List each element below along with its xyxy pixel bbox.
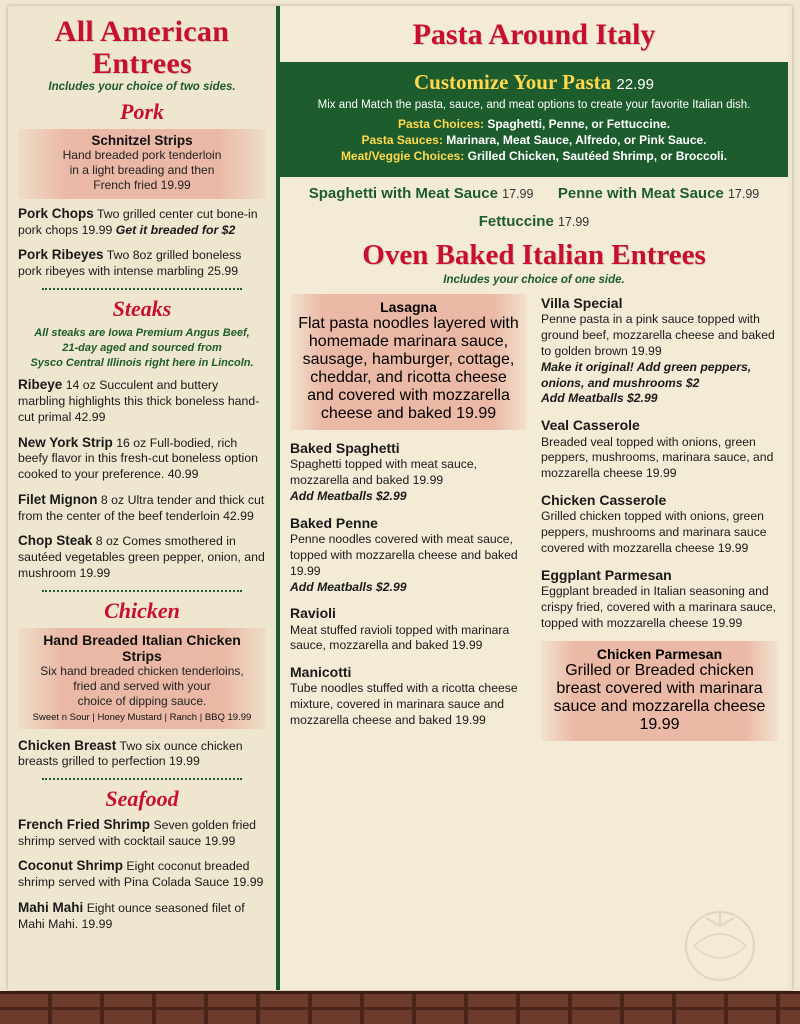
- italian-chicken-strips-desc-1: Six hand breaded chicken tenderloins,: [40, 663, 244, 678]
- villa-special-item: [541, 294, 778, 407]
- pork-chops-item: [18, 205, 266, 238]
- dipping-sauce-options: Sweet n Sour | Honey Mustard | Ranch | BBQ 19.99: [32, 711, 252, 723]
- ravioli-name: Ravioli: [290, 605, 336, 622]
- ribeye-desc: 14 oz Succulent and buttery marbling highlights this thick boneless hand-cut primal 42.99: [18, 378, 260, 424]
- menu-sheet: [8, 6, 792, 990]
- mahi-mahi-item: [18, 899, 266, 932]
- chicken-heading: Chicken: [104, 597, 180, 623]
- schnitzel-strips-name: Schnitzel Strips: [91, 133, 193, 148]
- pork-chops-desc: Two grilled center cut bone-in pork chops 19.99: [18, 207, 258, 237]
- ribeye-item: [18, 376, 266, 425]
- chicken-parmesan-item: [541, 641, 778, 741]
- pasta-sauces-line: [294, 133, 774, 147]
- baked-spaghetti-name: Baked Spaghetti: [290, 440, 400, 456]
- manicotti-item: [290, 663, 527, 729]
- all-american-column: [8, 6, 280, 990]
- italian-chicken-strips-desc-2: fried and served with your: [73, 678, 211, 693]
- schnitzel-strips-desc-3: French fried 19.99: [93, 178, 191, 192]
- mahi-mahi-name: Mahi Mahi: [18, 899, 84, 915]
- veal-casserole-desc: Breaded veal topped with onions, green peppers, mushrooms, marinara sauce, and mozzarella cheese 19.99: [541, 434, 774, 481]
- fettuccine-item: [479, 213, 589, 230]
- new-york-strip-item: [18, 434, 266, 483]
- pasta-choices-label: Pasta Choices:: [397, 117, 484, 131]
- penne-meat-sauce-price: 17.99: [727, 187, 760, 201]
- oven-baked-left-column: [290, 294, 527, 750]
- chicken-breast-name: Chicken Breast: [18, 737, 117, 753]
- manicotti-desc: Tube noodles stuffed with a ricotta cheese mixture, covered in marinara sauce and mozzarella cheese and baked 19.99: [290, 681, 518, 728]
- spaghetti-meat-sauce-name: Spaghetti with Meat Sauce: [308, 185, 498, 202]
- villa-special-desc: Penne pasta in a pink sauce topped with ground beef, mozzarella cheese and baked to golden brown 19.99: [541, 312, 775, 358]
- tomato-watermark-icon: [660, 896, 780, 986]
- pork-ribeyes-item: [18, 246, 266, 279]
- villa-special-add: Make it original! Add green peppers, onions, and mushrooms $2: [541, 359, 752, 390]
- baked-spaghetti-add: Add Meatballs $2.99: [290, 488, 407, 503]
- steaks-note: [18, 326, 266, 371]
- pasta-heading: Pasta Around Italy: [412, 18, 656, 51]
- italian-chicken-strips-desc-3: choice of dipping sauce.: [77, 693, 207, 708]
- schnitzel-strips-desc-2: in a light breading and then: [69, 163, 215, 177]
- oven-baked-items: [280, 294, 788, 750]
- french-fried-shrimp-name: French Fried Shrimp: [18, 817, 151, 833]
- pork-chops-note: Get it breaded for $2: [115, 222, 236, 237]
- pasta-combos-row-2: [280, 205, 788, 233]
- pasta-sauces-value: Marinara, Meat Sauce, Alfredo, or Pink Sauce.: [446, 133, 707, 147]
- meat-veggie-label: Meat/Veggie Choices:: [340, 149, 465, 163]
- baked-penne-add: Add Meatballs $2.99: [290, 579, 407, 594]
- chicken-parmesan-name: Chicken Parmesan: [596, 645, 723, 662]
- divider-chicken-seafood: [42, 778, 242, 780]
- customize-pasta-price: 22.99: [616, 76, 654, 93]
- new-york-strip-name: New York Strip: [18, 434, 113, 450]
- chop-steak-name: Chop Steak: [18, 533, 93, 549]
- chicken-casserole-name: Chicken Casserole: [541, 492, 667, 509]
- coconut-shrimp-desc: Eight coconut breaded shrimp served with Pina Colada Sauce 19.99: [18, 859, 264, 890]
- all-american-heading: [18, 16, 266, 79]
- filet-mignon-desc: 8 oz Ultra tender and thick cut from the center of the beef tenderloin 42.99: [18, 492, 265, 523]
- pasta-column: [280, 6, 788, 990]
- schnitzel-strips-desc-1: Hand breaded pork tenderloin: [62, 148, 222, 162]
- chop-steak-item: [18, 532, 266, 581]
- all-american-includes: Includes your choice of two sides.: [48, 81, 236, 93]
- brick-border: [0, 991, 800, 1024]
- spaghetti-meat-sauce-item: [309, 185, 534, 202]
- french-fried-shrimp-desc: Seven golden fried shrimp served with cocktail sauce 19.99: [18, 818, 257, 848]
- new-york-strip-desc: 16 oz Full-bodied, rich beefy flavor in this fresh-cut boneless option cooked to your preference. 40.99: [18, 435, 258, 482]
- lasagna-item: [290, 294, 527, 430]
- penne-meat-sauce-name: Penne with Meat Sauce: [557, 185, 724, 202]
- spaghetti-meat-sauce-price: 17.99: [502, 187, 534, 201]
- mahi-mahi-desc: Eight ounce seasoned filet of Mahi Mahi. 19.99: [18, 900, 245, 931]
- ravioli-desc: Meat stuffed ravioli topped with marinara sauce, mozzarella and baked 19.99: [290, 622, 510, 653]
- meat-veggie-value: Grilled Chicken, Sautéed Shrimp, or Broccoli.: [467, 149, 728, 163]
- divider-pork-steaks: [42, 288, 242, 290]
- divider-steaks-chicken: [42, 590, 242, 592]
- coconut-shrimp-name: Coconut Shrimp: [18, 858, 123, 874]
- seafood-heading: Seafood: [105, 786, 179, 812]
- pork-heading: Pork: [120, 99, 164, 124]
- veal-casserole-item: [541, 416, 778, 482]
- manicotti-name: Manicotti: [290, 664, 352, 681]
- oven-baked-right-column: [541, 294, 778, 750]
- eggplant-parmesan-item: [541, 566, 778, 632]
- steaks-note-line1: All steaks are Iowa Premium Angus Beef,: [34, 326, 250, 339]
- lasagna-name: Lasagna: [380, 299, 437, 315]
- villa-special-add-meatballs: Add Meatballs $2.99: [541, 391, 658, 406]
- penne-meat-sauce-item: [558, 185, 759, 202]
- pork-ribeyes-name: Pork Ribeyes: [18, 247, 104, 263]
- baked-spaghetti-desc: Spaghetti topped with meat sauce, mozzarella and baked 19.99: [290, 457, 477, 488]
- all-american-heading-line2: Entrees: [92, 46, 192, 80]
- filet-mignon-item: [18, 491, 266, 524]
- steaks-note-line2: 21-day aged and sourced from: [62, 341, 222, 354]
- all-american-heading-line1: All American: [54, 15, 230, 48]
- chicken-breast-item: [18, 737, 266, 770]
- pasta-choices-line: [294, 117, 774, 131]
- italian-chicken-strips-item: [18, 628, 266, 729]
- pasta-combos-row-1: [280, 177, 788, 205]
- fettuccine-price: 17.99: [557, 215, 590, 229]
- baked-penne-item: [290, 514, 527, 596]
- steaks-heading: Steaks: [112, 295, 172, 321]
- fettuccine-name: Fettuccine: [478, 213, 554, 230]
- customize-pasta-heading: [294, 70, 774, 95]
- chop-steak-desc: 8 oz Comes smothered in sautéed vegetables green pepper, onion, and mushroom 19.99: [18, 534, 265, 580]
- chicken-parmesan-desc: Grilled or Breaded chicken breast covered with marinara sauce and mozzarella cheese 19.99: [553, 661, 766, 733]
- customize-pasta-panel: [280, 62, 788, 177]
- italian-chicken-strips-name: Hand Breaded Italian Chicken Strips: [43, 631, 241, 664]
- oven-baked-heading: Oven Baked Italian Entrees: [362, 239, 706, 271]
- ribeye-name: Ribeye: [18, 377, 63, 393]
- pork-chops-name: Pork Chops: [18, 206, 94, 221]
- filet-mignon-name: Filet Mignon: [18, 491, 98, 507]
- customize-pasta-sub: Mix and Match the pasta, sauce, and meat options to create your favorite Italian dish.: [317, 99, 751, 111]
- schnitzel-strips-item: [18, 129, 266, 199]
- pasta-sauces-label: Pasta Sauces:: [361, 133, 443, 147]
- chicken-casserole-item: [541, 491, 778, 557]
- lasagna-desc: Flat pasta noodles layered with homemade marinara sauce, sausage, hamburger, cottage, cheddar, and ricotta cheese and covered with mozzarella cheese and baked 19.99: [298, 315, 519, 422]
- baked-spaghetti-item: [290, 439, 527, 505]
- villa-special-name: Villa Special: [541, 295, 623, 311]
- eggplant-parmesan-desc: Eggplant breaded in Italian seasoning and crispy fried, covered with a marinara sauce, topped with mozzarella cheese 19.99: [541, 584, 777, 630]
- baked-penne-desc: Penne noodles covered with meat sauce, topped with mozzarella cheese and baked 19.99: [290, 531, 518, 578]
- steaks-note-line3: Sysco Central Illinois right here in Lincoln.: [30, 356, 254, 369]
- oven-baked-includes: Includes your choice of one side.: [443, 274, 625, 286]
- pasta-choices-value: Spaghetti, Penne, or Fettuccine.: [487, 117, 671, 131]
- french-fried-shrimp-item: [18, 816, 266, 849]
- customize-pasta-title: Customize Your Pasta: [414, 70, 612, 94]
- baked-penne-name: Baked Penne: [290, 514, 378, 531]
- veal-casserole-name: Veal Casserole: [541, 417, 640, 434]
- coconut-shrimp-item: [18, 857, 266, 890]
- pork-ribeyes-desc: Two 8oz grilled boneless pork ribeyes with intense marbling 25.99: [18, 248, 242, 279]
- meat-veggie-choices-line: [294, 149, 774, 163]
- eggplant-parmesan-name: Eggplant Parmesan: [541, 566, 672, 583]
- ravioli-item: [290, 604, 527, 654]
- chicken-casserole-desc: Grilled chicken topped with onions, green peppers, mushrooms and marinara sauce covered with mozzarella cheese 19.99: [541, 509, 767, 556]
- chicken-breast-desc: Two six ounce chicken breasts grilled to perfection 19.99: [18, 738, 243, 769]
